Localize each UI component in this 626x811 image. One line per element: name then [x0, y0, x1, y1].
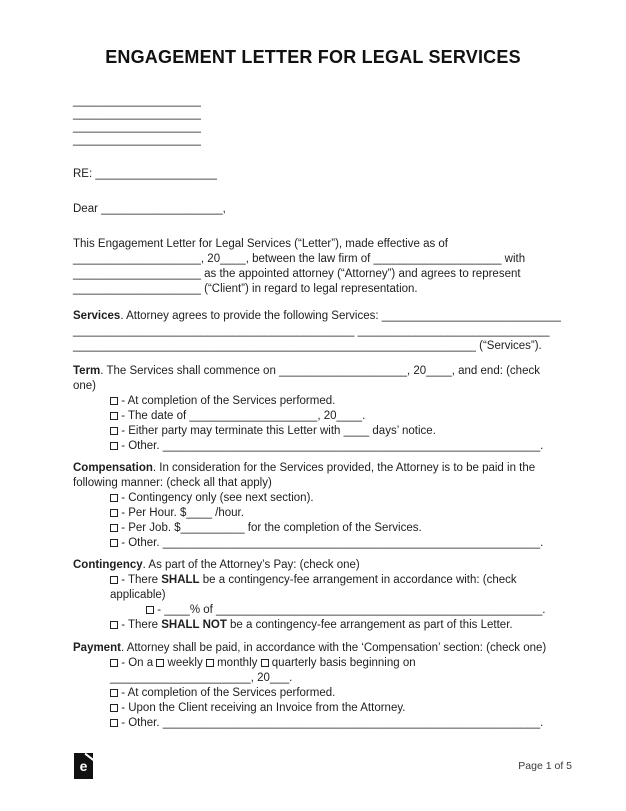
text-run: - Contingency only (see next section). [118, 492, 314, 504]
compensation-section-line [73, 491, 557, 506]
blank-field[interactable]: ____________________ [279, 365, 407, 377]
emphasis-text: SHALL NOT [161, 619, 227, 631]
payment-section-line [73, 701, 557, 716]
text-run: . [540, 537, 544, 549]
intro-paragraph [73, 237, 557, 297]
term-section-line [73, 379, 557, 394]
blank-field[interactable]: ____ [164, 604, 190, 616]
text-run: RE: [73, 168, 96, 180]
payment-section-line [73, 671, 557, 686]
text-run: - Either party may terminate this Letter with [118, 425, 344, 437]
blank-field[interactable]: ____ [186, 507, 212, 519]
contingency-section-line [73, 558, 557, 573]
checkbox[interactable] [110, 689, 118, 697]
text-run: - There [118, 619, 162, 631]
text-run: , between the law firm of [245, 253, 374, 265]
text-run: for the completion of the Services. [244, 522, 422, 534]
payment-section [73, 641, 557, 731]
text-run: , 20 [406, 365, 427, 377]
address-block-line [73, 121, 557, 134]
term-section-line [73, 424, 557, 439]
intro-paragraph-line [73, 282, 557, 297]
text-run: with [501, 253, 526, 265]
checkbox[interactable] [110, 427, 118, 435]
blank-field[interactable]: ____ [336, 410, 363, 422]
text-run: (“Services”). [475, 340, 542, 352]
blank-field[interactable]: ______________________ [110, 672, 251, 684]
text-run: . [362, 410, 366, 422]
compensation-section-line [73, 506, 557, 521]
blank-field[interactable]: ___________________ [101, 203, 223, 215]
compensation-section-line [73, 536, 557, 551]
intro-paragraph-line [73, 237, 557, 252]
text-run: - On a [118, 657, 157, 669]
blank-field[interactable]: ____________________ [73, 121, 201, 133]
text-run: quarterly basis beginning on [268, 657, 416, 669]
text-run: be a contingency-fee arrangement in accordance with: (check [199, 574, 517, 586]
text-run: - Other. [118, 440, 163, 452]
intro-paragraph-line [73, 252, 557, 267]
text-run: . Attorney agrees to provide the following Services: [120, 310, 382, 322]
checkbox[interactable] [110, 539, 118, 547]
text-run: be a contingency-fee arrangement as part of this Letter. [226, 619, 513, 631]
blank-field[interactable]: ___________________________________________________________ [162, 440, 541, 452]
term-section-line [73, 364, 557, 379]
blank-field[interactable]: ____ [426, 365, 452, 377]
compensation-section-line [73, 521, 557, 536]
blank-field[interactable]: ____ [220, 253, 246, 265]
text-run: . [542, 604, 546, 616]
text-run: . In consideration for the Services provided, the Attorney is to be paid in the [152, 462, 536, 474]
checkbox[interactable] [110, 412, 118, 420]
checkbox[interactable] [110, 494, 118, 502]
emphasis-text: Compensation [73, 462, 153, 474]
term-section-line [73, 439, 557, 454]
re-line [73, 167, 557, 182]
eforms-logo-letter: e [79, 758, 88, 774]
blank-field[interactable]: ____ [343, 425, 370, 437]
emphasis-text: Payment [73, 642, 121, 654]
text-run: - Per Hour. $ [118, 507, 187, 519]
services-section-line [73, 339, 557, 354]
payment-section-line [73, 656, 557, 671]
text-run: as the appointed attorney (“Attorney”) and agrees to represent [200, 268, 521, 280]
text-run: - At completion of the Services performed. [118, 687, 336, 699]
blank-field[interactable]: __________ [180, 522, 245, 534]
blank-field[interactable]: ___________________________________________________ [216, 604, 543, 616]
payment-section-line [73, 716, 557, 731]
checkbox[interactable] [261, 659, 269, 667]
checkbox[interactable] [110, 524, 118, 532]
blank-field[interactable]: ____________________ [73, 268, 201, 280]
text-run: - At completion of the Services performed. [118, 395, 336, 407]
text-run: applicable) [110, 589, 166, 601]
address-block [73, 95, 557, 147]
text-run: . [289, 672, 293, 684]
emphasis-text: SHALL [161, 574, 200, 586]
text-run: - The date of [118, 410, 190, 422]
blank-field[interactable]: ____________________ [73, 95, 201, 107]
document-body [73, 95, 561, 731]
services-section-line [73, 324, 557, 339]
payment-section-line [73, 641, 557, 656]
text-run: . As part of the Attorney’s Pay: (check one) [142, 559, 360, 571]
text-run: . The Services shall commence on [100, 365, 280, 377]
contingency-section [73, 558, 557, 633]
text-run: This Engagement Letter for Legal Services (“Letter”), made effective as of [73, 238, 448, 250]
checkbox[interactable] [110, 621, 118, 629]
text-run: , 20 [200, 253, 221, 265]
text-run: , and end: (check [451, 365, 540, 377]
blank-field[interactable]: ___ [269, 672, 290, 684]
checkbox[interactable] [110, 397, 118, 405]
text-run: following manner: (check all that apply) [73, 477, 272, 489]
intro-paragraph-line [73, 267, 557, 282]
blank-field[interactable]: ____________________ [373, 253, 502, 265]
text-run: - Other. [118, 537, 163, 549]
blank-field[interactable]: ____________________ [73, 283, 201, 295]
services-section [73, 309, 561, 354]
checkbox[interactable] [110, 442, 118, 450]
text-run: . [540, 717, 544, 729]
text-run: , [222, 203, 226, 215]
text-run: Dear [73, 203, 102, 215]
salutation-line [73, 202, 557, 217]
text-run: - [154, 604, 165, 616]
address-block-line [73, 134, 557, 147]
text-run: one) [73, 380, 97, 392]
checkbox[interactable] [110, 509, 118, 517]
blank-field[interactable]: ____________________________ [381, 310, 561, 322]
blank-field[interactable]: ___________________________________________________________ [162, 717, 541, 729]
text-run: monthly [213, 657, 261, 669]
eforms-logo-icon [74, 753, 93, 779]
blank-field[interactable]: ______________________________ [357, 325, 550, 337]
checkbox[interactable] [110, 659, 118, 667]
term-section-line [73, 394, 557, 409]
term-section-line [73, 409, 557, 424]
text-run: - Other. [118, 717, 163, 729]
checkbox[interactable] [110, 719, 118, 727]
compensation-section [73, 461, 557, 551]
address-block-line [73, 108, 557, 121]
text-run: - Upon the Client receiving an Invoice from the Attorney. [118, 702, 406, 714]
blank-field[interactable]: ___________________________________________________________ [162, 537, 541, 549]
emphasis-text: Services [73, 310, 121, 322]
emphasis-text: Contingency [73, 559, 143, 571]
checkbox[interactable] [110, 704, 118, 712]
text-run: , 20 [250, 672, 270, 684]
text-run: % of [189, 604, 217, 616]
blank-field[interactable]: ____________________________________________ [73, 325, 355, 337]
salutation-line-line [73, 202, 557, 217]
blank-field[interactable]: _______________________________________________________________ [73, 340, 476, 352]
address-block-line [73, 95, 557, 108]
text-run: , 20 [317, 410, 337, 422]
text-run: . Attorney shall be paid, in accordance with the ‘Compensation’ section: (check one) [120, 642, 547, 654]
checkbox[interactable] [146, 606, 154, 614]
contingency-section-line [73, 588, 557, 603]
page-number: Page 1 of 5 [518, 760, 572, 772]
payment-section-line [73, 686, 557, 701]
compensation-section-line [73, 476, 557, 491]
blank-field[interactable]: ___________________ [95, 168, 217, 180]
text-run: - There [118, 574, 162, 586]
text-run: (“Client”) in regard to legal representation. [200, 283, 418, 295]
blank-field[interactable]: ____________________ [73, 134, 201, 146]
compensation-section-line [73, 461, 557, 476]
blank-field[interactable]: ____________________ [73, 108, 201, 120]
text-run: . [540, 440, 544, 452]
term-section [73, 364, 557, 454]
checkbox[interactable] [110, 576, 118, 584]
services-section-line [73, 309, 561, 324]
contingency-section-line [73, 618, 557, 633]
contingency-section-line [73, 573, 557, 588]
text-run: days’ notice. [369, 425, 436, 437]
blank-field[interactable]: ____________________ [73, 253, 201, 265]
document-title: ENGAGEMENT LETTER FOR LEGAL SERVICES [105, 47, 521, 67]
checkbox[interactable] [206, 659, 214, 667]
text-run: weekly [164, 657, 206, 669]
re-line-line [73, 167, 557, 182]
blank-field[interactable]: ____________________ [189, 410, 318, 422]
text-run: - Per Job. $ [118, 522, 181, 534]
text-run: /hour. [211, 507, 244, 519]
contingency-section-line [73, 603, 557, 618]
emphasis-text: Term [73, 365, 101, 377]
